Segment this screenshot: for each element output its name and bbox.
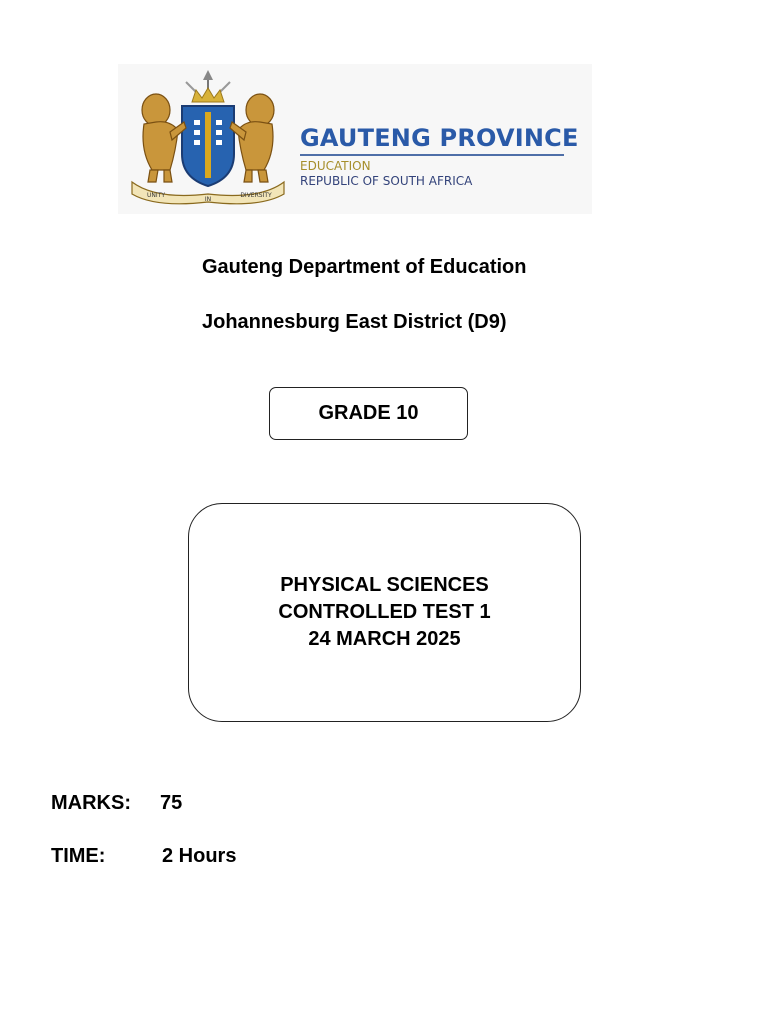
gauteng-logo	[118, 64, 592, 214]
department-heading: Gauteng Department of Education	[202, 256, 527, 278]
logo-title: GAUTENG PROVINCE	[300, 124, 579, 152]
logo-education: EDUCATION	[300, 159, 371, 173]
crown-shape	[192, 88, 224, 102]
lion-right-shape	[230, 94, 274, 182]
logo-text	[300, 124, 579, 189]
motto-right: DIVERSITY	[240, 192, 272, 199]
time-value: 2 Hours	[162, 845, 237, 867]
marks-value: 75	[160, 792, 183, 814]
logo-divider	[300, 154, 564, 156]
time-row	[51, 845, 237, 868]
district-heading: Johannesburg East District (D9)	[202, 311, 507, 333]
coat-of-arms-icon	[126, 70, 290, 206]
marks-row	[51, 792, 183, 815]
time-label: TIME:	[51, 845, 106, 867]
test-line: CONTROLLED TEST 1	[278, 601, 491, 623]
motto-left: UNITY	[147, 192, 165, 199]
grade-box	[269, 387, 468, 440]
motto-mid: IN	[204, 196, 212, 203]
grade-label: GRADE 10	[318, 402, 419, 424]
subject-box	[188, 503, 581, 722]
date-line: 24 MARCH 2025	[308, 628, 461, 650]
logo-republic: REPUBLIC OF SOUTH AFRICA	[300, 174, 473, 188]
marks-label: MARKS:	[51, 792, 131, 814]
subject-line: PHYSICAL SCIENCES	[280, 574, 489, 596]
lion-left-shape	[142, 94, 186, 182]
